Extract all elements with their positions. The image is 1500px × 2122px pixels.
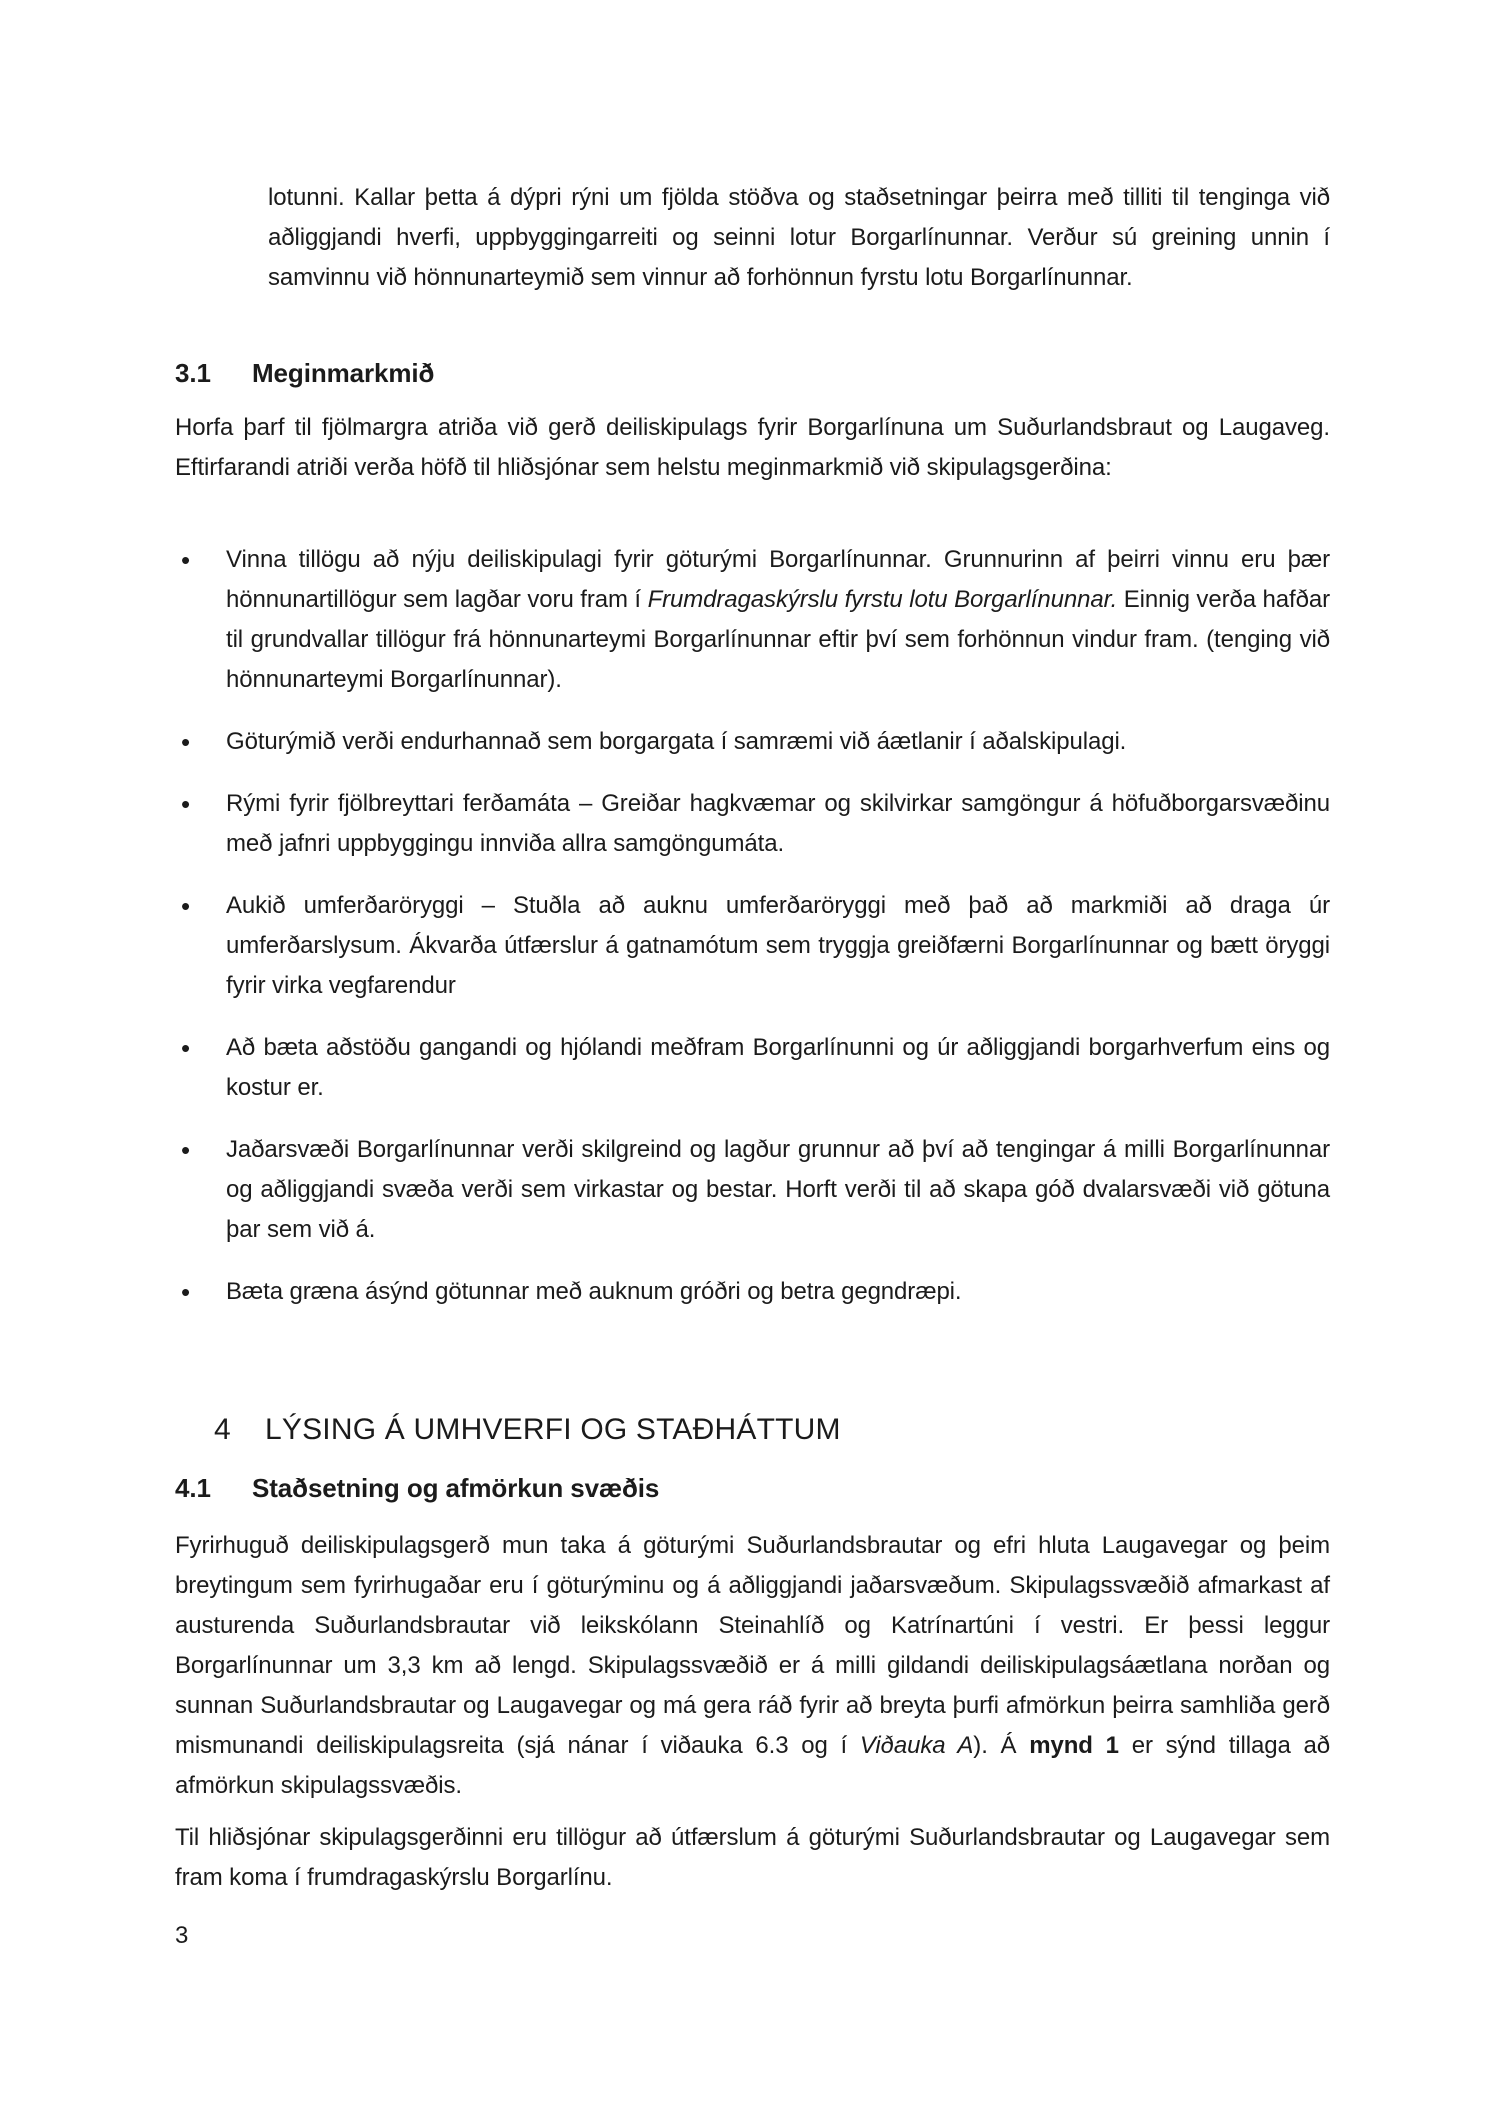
section-3-1-number: 3.1 [175, 358, 211, 388]
section-4-1-number: 4.1 [175, 1473, 211, 1503]
text-segment: Fyrirhuguð deiliskipulagsgerð mun taka á göturými Suðurlandsbrautar og efri hluta Laugavegar og þeim breytingum sem fyrirhugaðar eru í göturýminu og á aðliggjandi jaðarsvæðum. Skipulagssvæðið afmarkast af austurenda Suðurlandsbrautar við leikskólann Steinahlíð og Katrínartúni í vestri. Er þessi leggur Borgarlínunnar um 3,3 km að lengd. Skipulagssvæðið er á milli gildandi deiliskipulagsáætlana norðan og sunnan Suðurlandsbrautar og Laugavegar og má gera ráð fyrir að breyta þurfi afmörkun þeirra samhliða gerð mismunandi deiliskipulagsreita (sjá nánar í viðauka 6.3 og í [175, 1532, 1330, 1759]
text-segment: lotunni. Kallar þetta á dýpri rýni um fjölda stöðva og staðsetningar þeirra með tilliti til tenginga við aðliggjandi hverfi, uppbyggingarreiti og seinni lotur Borgarlínunnar. Verður sú greining unnin í samvinnu við hönnunarteymið sem vinnur að forhönnun fyrstu lotu Borgarlínunnar. [268, 184, 1330, 291]
goal-bullet-item [175, 886, 1330, 1006]
text-segment: Aukið umferðaröryggi – Stuðla að auknu umferðaröryggi með það að markmiði að draga úr umferðarslysum. Ákvarða útfærslur á gatnamótum sem tryggja greiðfærni Borgarlínunnar og bætt öryggi fyrir virka vegfarendur [226, 892, 1330, 999]
section-3-1-intro-paragraph: Horfa þarf til fjölmargra atriða við gerð deiliskipulags fyrir Borgarlínuna um Suðurlandsbraut og Laugaveg. Eftirfarandi atriði verða höfð til hliðsjónar sem helstu meginmarkmið við skipulagsgerðina: [175, 414, 1330, 481]
text-segment: Að bæta aðstöðu gangandi og hjólandi meðfram Borgarlínunni og úr aðliggjandi borgarhverfum eins og kostur er. [226, 1034, 1330, 1101]
goal-bullet-item [175, 1028, 1330, 1108]
section-4-1-paragraph-1 [175, 1526, 1330, 1806]
text-segment: Rými fyrir fjölbreyttari ferðamáta – Greiðar hagkvæmar og skilvirkar samgöngur á höfuðborgarsvæðinu með jafnri uppbyggingu innviða allra samgöngumáta. [226, 790, 1330, 857]
goal-bullet-item [175, 722, 1330, 762]
text-segment: Jaðarsvæði Borgarlínunnar verði skilgreind og lagður grunnur að því að tengingar á milli Borgarlínunnar og aðliggjandi svæða verði sem virkastar og bestar. Horft verði til að skapa góð dvalarsvæði við götuna þar sem við á. [226, 1136, 1330, 1243]
text-segment: Göturýmið verði endurhannað sem borgargata í samræmi við áætlanir í aðalskipulagi. [226, 728, 1127, 755]
text-segment: Vinna tillögu að nýju deiliskipulagi fyrir göturými Borgarlínunnar. Grunnurinn af þeirri vinnu eru þær hönnunartillögur sem lagðar voru fram í [226, 546, 1330, 613]
section-4-1-title: Staðsetning og afmörkun svæðis [252, 1473, 660, 1503]
goal-bullet-item [175, 540, 1330, 700]
text-segment: Bæta græna ásýnd götunnar með auknum gróðri og betra gegndræpi. [226, 1278, 962, 1305]
section-4-1-paragraph-2: Til hliðsjónar skipulagsgerðinni eru tillögur að útfærslum á göturými Suðurlandsbrautar og Laugavegar sem fram koma í frumdragaskýrslu Borgarlínu. [175, 1824, 1330, 1891]
page-number: 3 [175, 1922, 189, 1949]
section-3-1-heading [175, 353, 1330, 393]
goal-bullet-item [175, 784, 1330, 864]
section-4-number: 4 [214, 1413, 231, 1446]
continuation-paragraph [268, 178, 1330, 298]
text-segment: Viðauka A [859, 1732, 974, 1759]
text-segment: Frumdragaskýrslu fyrstu lotu Borgarlínunnar. [647, 586, 1118, 613]
section-3-1-title: Meginmarkmið [252, 358, 435, 388]
section-4-heading [214, 1408, 1330, 1452]
goal-bullet-item [175, 1130, 1330, 1250]
goal-bullet-item [175, 1272, 1330, 1312]
text-segment: Einnig verða hafðar til grundvallar tillögur frá hönnunarteymi Borgarlínunnar eftir því sem forhönnun vindur fram. (tenging við hönnunarteymi Borgarlínunnar). [226, 586, 1330, 693]
text-segment: mynd 1 [1029, 1732, 1119, 1759]
text-segment: er sýnd tillaga að afmörkun skipulagssvæðis. [175, 1732, 1330, 1799]
main-goals-list [175, 540, 1330, 1312]
section-4-1-heading [175, 1468, 1330, 1508]
section-4-title: LÝSING Á UMHVERFI OG STAÐHÁTTUM [265, 1413, 841, 1446]
text-segment: ). Á [973, 1732, 1030, 1759]
